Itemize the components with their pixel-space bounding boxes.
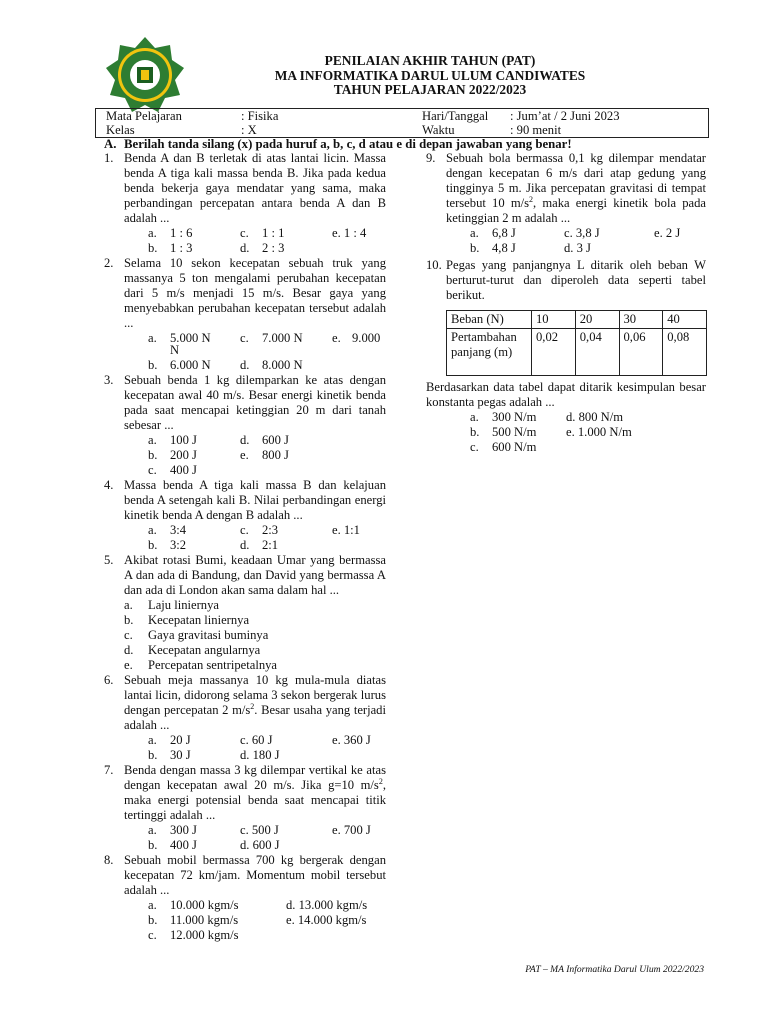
option-a-text: 1 : 6 (170, 226, 193, 240)
option-c[interactable]: c. 500 J (240, 823, 279, 837)
option-row (446, 410, 706, 425)
option-text: Kecepatan liniernya (148, 613, 250, 627)
option-d[interactable]: d. 13.000 kgm/s (286, 898, 368, 912)
table-cell: Beban (N) (447, 311, 532, 329)
option-c-label[interactable]: c. (148, 928, 157, 942)
option-b-label[interactable]: b. (148, 538, 158, 552)
option-d-text: 2 : 3 (262, 241, 285, 255)
subject-value: : Fisika (241, 109, 279, 123)
table-cell: 0,06 (619, 329, 663, 376)
class-label: Kelas (106, 123, 135, 137)
option-c[interactable]: c. 60 J (240, 733, 273, 747)
question-4 (104, 478, 386, 553)
question-7 (104, 763, 386, 853)
option-a-label[interactable]: a. (148, 823, 157, 837)
option-e[interactable]: e. 1 : 4 (332, 226, 367, 240)
option-d-label[interactable]: d. (240, 538, 250, 552)
question-number: 9. (426, 151, 436, 165)
question-1 (104, 151, 386, 256)
option-b[interactable] (124, 613, 386, 628)
page-footer: PAT – MA Informatika Darul Ulum 2022/2023 (525, 964, 704, 975)
stem-part: Benda dengan massa 3 kg dilempar vertikal ke atas dengan kecepatan awal 20 m/s. Jika g=10 m/s (124, 763, 386, 792)
option-b-text: 30 J (170, 748, 191, 762)
stem-part: , maka energi potensial benda saat mencapai titik tertinggi adalah ... (124, 778, 386, 822)
option-e-label[interactable]: e. (332, 331, 341, 345)
option-b-label[interactable]: b. (148, 241, 158, 255)
option-b-text: 3:2 (170, 538, 187, 552)
table-cell: 0,04 (575, 329, 619, 376)
table-cell: 20 (575, 311, 619, 329)
option-d-label[interactable]: d. (240, 241, 250, 255)
option-d[interactable]: d. 180 J (240, 748, 280, 762)
option-row (446, 425, 706, 440)
option-c-label[interactable]: c. (148, 463, 157, 477)
table-cell: 10 (532, 311, 576, 329)
option-row (124, 241, 386, 256)
option-d-text: 8.000 N (262, 358, 303, 372)
option-b-label[interactable]: b. (470, 425, 480, 439)
option-a-text: 300 N/m (492, 410, 537, 424)
option-row (124, 433, 386, 448)
option-row (124, 838, 386, 853)
question-number: 10. (426, 258, 442, 272)
table-row (447, 329, 707, 376)
option-label: e. (124, 658, 133, 672)
option-row (446, 241, 706, 256)
option-c-text: 600 N/m (492, 440, 537, 454)
question-number: 2. (104, 256, 114, 270)
right-column (426, 151, 706, 455)
table-cell: 0,08 (663, 329, 707, 376)
option-a[interactable] (124, 598, 386, 613)
option-a-label[interactable]: a. (148, 898, 157, 912)
option-c-label[interactable]: c. (240, 226, 249, 240)
option-e-unit: N (170, 343, 180, 357)
option-label: b. (124, 613, 134, 627)
option-b-label[interactable]: b. (470, 241, 480, 255)
question-stem: Selama 10 sekon kecepatan sebuah truk yang massanya 5 ton mengalami perubahan kecepatan dari 5 m/s menjadi 15 m/s. Besar gaya yang menyebabkan perubahan kecepatan tersebut adalah ... (124, 256, 386, 330)
question-stem: Pegas yang panjangnya L ditarik oleh beban W berturut-turut dan diperoleh data seperti tabel berikut. (446, 258, 706, 302)
option-text: Percepatan sentripetalnya (148, 658, 278, 672)
option-e[interactable] (124, 658, 386, 673)
option-d[interactable]: d. 3 J (564, 241, 591, 255)
option-row (124, 523, 386, 538)
spring-data-table (446, 310, 707, 376)
option-a-label[interactable]: a. (148, 433, 157, 447)
section-letter: A. (104, 137, 117, 151)
option-row (124, 331, 386, 346)
option-row (124, 448, 386, 463)
header-school: MA INFORMATIKA DARUL ULUM CANDIWATES (274, 67, 586, 83)
date-value: : Jum’at / 2 Juni 2023 (510, 109, 620, 123)
question-5 (104, 553, 386, 673)
option-row (124, 748, 386, 763)
question-number: 6. (104, 673, 114, 687)
superscript: 2 (529, 194, 534, 204)
option-row (124, 463, 386, 478)
option-c-text: 2:3 (262, 523, 279, 537)
question-10 (426, 258, 706, 303)
option-row (124, 928, 386, 943)
option-row (124, 226, 386, 241)
option-a-text: 5.000 N (170, 331, 211, 345)
option-a-text: 3:4 (170, 523, 187, 537)
question-followup: Berdasarkan data tabel dapat ditarik kesimpulan besar konstanta pegas adalah ... (426, 380, 706, 409)
stem-part: Sebuah bola bermassa 0,1 kg dilempar mendatar dengan kecepatan 6 m/s dari atap gedung yang tingginya 5 m. Jika percepatan gravitasi di tempat tersebut 10 m/s (446, 151, 706, 210)
option-c[interactable]: c. 3,8 J (564, 226, 600, 240)
option-d[interactable]: d. 800 N/m (566, 410, 624, 424)
option-text: Laju liniernya (148, 598, 219, 612)
option-list (124, 598, 386, 673)
option-b-text: 11.000 kgm/s (170, 913, 239, 927)
option-row (124, 538, 386, 553)
option-row (124, 823, 386, 838)
option-c-text: 1 : 1 (262, 226, 285, 240)
option-a-label[interactable]: a. (148, 523, 157, 537)
option-c-text: 400 J (170, 463, 197, 477)
question-9 (426, 151, 706, 256)
question-stem: Sebuah benda 1 kg dilemparkan ke atas dengan kecepatan awal 40 m/s. Besar energi kinetik benda pada saat mencapai ketinggian 20 m dari tanah sebesar ... (124, 373, 386, 432)
section-instruction (104, 137, 572, 152)
option-label: c. (124, 628, 133, 642)
option-text: Kecepatan angularnya (148, 643, 261, 657)
question-number: 3. (104, 373, 114, 387)
option-b-text: 6.000 N (170, 358, 211, 372)
option-b-label[interactable]: b. (148, 358, 158, 372)
header-title: PENILAIAN AKHIR TAHUN (PAT) (324, 53, 536, 68)
option-a-text: 100 J (170, 433, 197, 447)
exam-info-box (95, 108, 709, 138)
option-d-text: 2:1 (262, 538, 279, 552)
superscript: 2 (378, 776, 383, 786)
option-c-label[interactable]: c. (240, 523, 249, 537)
option-b-text: 4,8 J (492, 241, 516, 255)
question-stem (446, 151, 706, 226)
option-e-text: 9.000 (352, 331, 381, 345)
option-b-label[interactable]: b. (148, 913, 158, 927)
option-b-label[interactable]: b. (148, 838, 158, 852)
subject-label: Mata Pelajaran (106, 109, 182, 123)
option-row (124, 733, 386, 748)
option-e[interactable]: e. 700 J (332, 823, 371, 837)
question-2 (104, 256, 386, 373)
option-row (124, 913, 386, 928)
question-10-continued (426, 380, 706, 455)
question-stem: Massa benda A tiga kali massa B dan kelajuan benda A setengah kali B. Nilai perbandingan energi kinetik benda A dengan B adalah ... (124, 478, 386, 522)
class-value: : X (241, 123, 257, 137)
table-cell: 40 (663, 311, 707, 329)
option-text: Gaya gravitasi buminya (148, 628, 269, 642)
option-label: d. (124, 643, 134, 657)
question-stem (124, 763, 386, 823)
option-a-label[interactable]: a. (148, 733, 157, 747)
question-number: 4. (104, 478, 114, 492)
header-year: TAHUN PELAJARAN 2022/2023 (333, 82, 527, 97)
option-row (124, 358, 386, 373)
option-d-text: 600 J (262, 433, 289, 447)
time-value: : 90 menit (510, 123, 562, 137)
option-d[interactable]: d. 600 J (240, 838, 280, 852)
question-8 (104, 853, 386, 943)
question-stem (124, 673, 386, 733)
question-stem: Akibat rotasi Bumi, keadaan Umar yang bermassa A dan ada di Bandung, dan David yang bermassa A dan ada di London akan sama dalam hal ... (124, 553, 386, 597)
option-b-text: 200 J (170, 448, 197, 462)
left-column (104, 151, 386, 943)
question-3 (104, 373, 386, 478)
question-6 (104, 673, 386, 763)
option-row (446, 440, 706, 455)
option-a-text: 10.000 kgm/s (170, 898, 239, 912)
option-a-label[interactable]: a. (470, 410, 479, 424)
option-a-label[interactable]: a. (470, 226, 479, 240)
option-a-text: 300 J (170, 823, 197, 837)
option-c-text: 12.000 kgm/s (170, 928, 239, 942)
table-cell: 30 (619, 311, 663, 329)
option-e[interactable]: e. 360 J (332, 733, 371, 747)
option-e[interactable]: e. 14.000 kgm/s (286, 913, 367, 927)
option-a-label[interactable]: a. (148, 331, 157, 345)
instruction-text: Berilah tanda silang (x) pada huruf a, b, c, d atau e di depan jawaban yang benar! (124, 137, 572, 151)
option-e-label[interactable]: e. (240, 448, 249, 462)
option-a-text: 20 J (170, 733, 191, 747)
option-row (124, 343, 386, 358)
option-e[interactable]: e. 1:1 (332, 523, 360, 537)
table-row (447, 311, 707, 329)
table-cell: Pertambahan panjang (m) (447, 329, 532, 376)
question-number: 5. (104, 553, 114, 567)
option-e[interactable]: e. 1.000 N/m (566, 425, 632, 439)
option-b-text: 500 N/m (492, 425, 537, 439)
date-label: Hari/Tanggal (422, 109, 489, 123)
table-cell: 0,02 (532, 329, 576, 376)
option-c-label[interactable]: c. (470, 440, 479, 454)
question-number: 7. (104, 763, 114, 777)
option-c[interactable] (124, 628, 386, 643)
option-c-text: 7.000 N (262, 331, 303, 345)
option-b-label[interactable]: b. (148, 748, 158, 762)
option-a-label[interactable]: a. (148, 226, 157, 240)
stem-part: , maka energi kinetik bola pada ketinggian 2 m adalah ... (446, 196, 706, 225)
option-b-label[interactable]: b. (148, 448, 158, 462)
option-label: a. (124, 598, 133, 612)
superscript: 2 (250, 701, 255, 711)
option-d[interactable] (124, 643, 386, 658)
option-e[interactable]: e. 2 J (654, 226, 681, 240)
time-label: Waktu (422, 123, 455, 137)
stem-part: . Besar usaha yang terjadi adalah ... (124, 703, 386, 732)
stem-part: Sebuah meja massanya 10 kg mula-mula diatas lantai licin, didorong selama 3 sekon bergerak lurus dengan percepatan 2 m/s (124, 673, 386, 717)
option-d-label[interactable]: d. (240, 433, 250, 447)
option-b-text: 400 J (170, 838, 197, 852)
option-c-label[interactable]: c. (240, 331, 249, 345)
option-d-label[interactable]: d. (240, 358, 250, 372)
question-stem: Benda A dan B terletak di atas lantai licin. Massa benda A tiga kali massa benda B. Jika pada kedua benda bekerja gaya mendatar yang sama, maka perbandingan percepatan antara benda A dan B adalah ... (124, 151, 386, 225)
question-number: 8. (104, 853, 114, 867)
question-stem: Sebuah mobil bermassa 700 kg bergerak dengan kecepatan 72 km/jam. Momentum mobil tersebut adalah ... (124, 853, 386, 897)
school-logo (104, 35, 186, 117)
option-b-text: 1 : 3 (170, 241, 193, 255)
option-a-text: 6,8 J (492, 226, 516, 240)
question-number: 1. (104, 151, 114, 165)
option-e-text: 800 J (262, 448, 289, 462)
option-row (124, 898, 386, 913)
option-row (446, 226, 706, 241)
exam-header (220, 54, 640, 98)
